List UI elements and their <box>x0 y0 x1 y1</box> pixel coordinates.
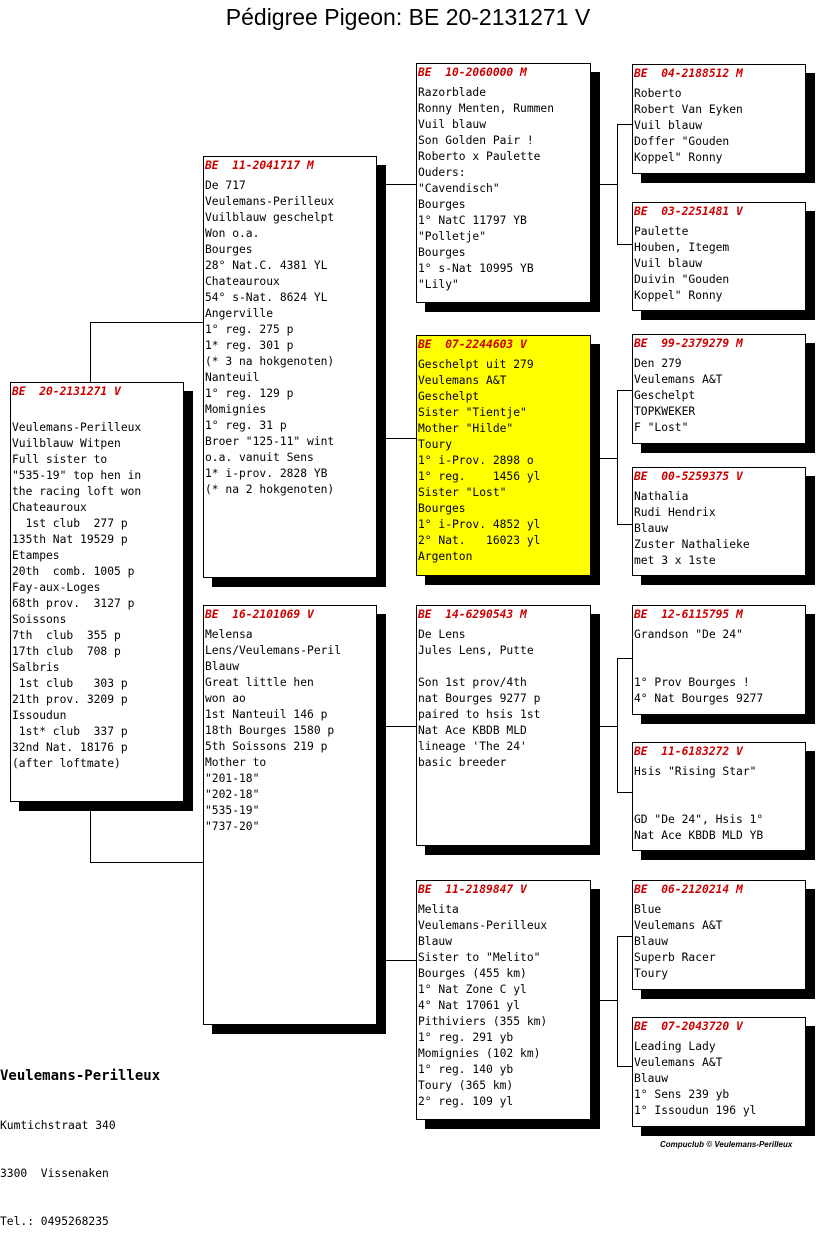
card-line: paired to hsis 1st <box>418 708 541 721</box>
ring-number: BE 11-2189847 V <box>418 883 527 896</box>
card-line: "535-19" top hen in <box>12 469 142 482</box>
owner-name: Veulemans-Perilleux <box>0 1068 161 1084</box>
ring-number: BE 20-2131271 V <box>12 385 121 398</box>
connector <box>617 244 633 245</box>
great-grandparent-card-3 <box>632 334 806 444</box>
card-line: Pithiviers (355 km) <box>418 1015 548 1028</box>
ring-number: BE 11-2041717 M <box>205 159 314 172</box>
card-line: 20th comb. 1005 p <box>12 565 135 578</box>
ring-number: BE 14-6290543 M <box>418 608 527 621</box>
card-line: Bourges <box>418 246 466 259</box>
connector <box>598 726 617 727</box>
card-line: 1° Sens 239 yb <box>634 1088 730 1101</box>
ring-number: BE 10-2060000 M <box>418 66 527 79</box>
card-line: (* 3 na hokgenoten) <box>205 355 335 368</box>
card-line: Fay-aux-Loges <box>12 581 101 594</box>
connector <box>384 184 417 185</box>
card-line: 1* reg. 301 p <box>205 339 294 352</box>
card-line: 1st club 277 p <box>12 517 128 530</box>
card-line: Blauw <box>634 522 669 535</box>
card-line: (after loftmate) <box>12 757 121 770</box>
ring-number: BE 07-2244603 V <box>418 338 527 351</box>
card-line: Robert Van Eyken <box>634 103 743 116</box>
card-line: 2° reg. 109 yl <box>418 1095 514 1108</box>
card-line: Geschelpt uit 279 <box>418 358 534 371</box>
connector <box>617 1066 633 1067</box>
card-line: Blauw <box>634 935 669 948</box>
card-line: Soissons <box>12 613 67 626</box>
ring-number: BE 12-6115795 M <box>634 608 743 621</box>
grandfather-paternal-card <box>416 63 591 303</box>
card-line: 4° Nat 17061 yl <box>418 999 521 1012</box>
card-line: Zuster Nathalieke <box>634 538 750 551</box>
card-line: Nat Ace KBDB MLD <box>418 724 527 737</box>
connector <box>617 390 633 391</box>
card-line: 1° reg. 129 p <box>205 387 294 400</box>
card-line: Blue <box>634 903 662 916</box>
great-grandparent-card-8 <box>632 1017 806 1127</box>
card-line <box>634 780 804 796</box>
great-grandparent-card-7 <box>632 880 806 990</box>
owner-phone: Tel.: 0495268235 <box>0 1215 109 1228</box>
grandmother-paternal-card <box>416 335 591 576</box>
ring-number: BE 03-2251481 V <box>634 205 743 218</box>
card-line: 1st club 303 p <box>12 677 128 690</box>
card-line: Bourges <box>205 243 253 256</box>
card-line: Veulemans A&T <box>634 373 723 386</box>
card-line: Roberto x Paulette <box>418 150 541 163</box>
card-line: Melensa <box>205 628 253 641</box>
card-line: Chateauroux <box>205 275 280 288</box>
card-line: Veulemans-Perilleux <box>418 919 548 932</box>
great-grandparent-card-6 <box>632 742 806 851</box>
connector <box>598 458 617 459</box>
card-line: 5th Soissons 219 p <box>205 740 328 753</box>
card-line: Razorblade <box>418 86 487 99</box>
great-grandparent-card-2 <box>632 202 806 311</box>
card-line: 28° Nat.C. 4381 YL <box>205 259 328 272</box>
card-line: 1° Issoudun 196 yl <box>634 1104 757 1117</box>
card-line: Veulemans-Perilleux <box>12 421 142 434</box>
card-line: Bourges <box>418 198 466 211</box>
connector <box>384 438 417 439</box>
card-line: 21th prov. 3209 p <box>12 693 128 706</box>
card-line: Mother to <box>205 756 267 769</box>
card-line: Geschelpt <box>634 389 696 402</box>
card-line: met 3 x 1ste <box>634 554 716 567</box>
card-line: Roberto <box>634 87 682 100</box>
card-line: 2° Nat. 16023 yl <box>418 534 541 547</box>
card-line: Veulemans A&T <box>418 374 507 387</box>
card-line: Ronny Menten, Rummen <box>418 102 555 115</box>
card-line: "202-18" <box>205 788 260 801</box>
card-line: 1° NatC 11797 YB <box>418 214 527 227</box>
ring-number: BE 00-5259375 V <box>634 470 743 483</box>
card-line: 135th Nat 19529 p <box>12 533 128 546</box>
card-line: Duivin "Gouden <box>634 273 730 286</box>
card-line: "Polletje" <box>418 230 487 243</box>
card-line: won ao <box>205 692 246 705</box>
card-line: Melita <box>418 903 459 916</box>
card-line: 1° reg. 291 yb <box>418 1031 514 1044</box>
card-line: Toury (365 km) <box>418 1079 514 1092</box>
card-line: Vuilblauw Witpen <box>12 437 121 450</box>
card-line: 17th club 708 p <box>12 645 121 658</box>
card-line: Salbris <box>12 661 60 674</box>
card-line: Toury <box>634 967 669 980</box>
card-line: "201-18" <box>205 772 260 785</box>
card-line <box>634 659 804 675</box>
card-line: (* na 2 hokgenoten) <box>205 483 335 496</box>
card-line: Jules Lens, Putte <box>418 644 534 657</box>
card-line: Veulemans A&T <box>634 919 723 932</box>
card-line: Ouders: <box>418 166 466 179</box>
card-line: Son 1st prov/4th <box>418 676 527 689</box>
connector <box>598 1000 617 1001</box>
card-line: Den 279 <box>634 357 682 370</box>
card-line: Blauw <box>205 660 240 673</box>
page-title: Pédigree Pigeon: BE 20-2131271 V <box>225 4 591 30</box>
card-line: 1st Nanteuil 146 p <box>205 708 328 721</box>
card-line: Momignies (102 km) <box>418 1047 541 1060</box>
card-line: 1° Nat Zone C yl <box>418 983 527 996</box>
card-line: Bourges <box>418 502 466 515</box>
subject-card <box>10 382 184 802</box>
grandmother-maternal-card <box>416 880 591 1120</box>
card-line: 1° reg. 1456 yl <box>418 470 541 483</box>
card-line: basic breeder <box>418 756 507 769</box>
card-line: 54° s-Nat. 8624 YL <box>205 291 328 304</box>
card-line: De 717 <box>205 179 246 192</box>
card-line: TOPKWEKER <box>634 405 696 418</box>
card-line <box>634 643 804 659</box>
card-line: o.a. vanuit Sens <box>205 451 314 464</box>
connector <box>617 658 618 792</box>
ring-number: BE 99-2379279 M <box>634 337 743 350</box>
card-line: Son Golden Pair ! <box>418 134 534 147</box>
card-line: Hsis "Rising Star" <box>634 765 757 778</box>
ring-number: BE 07-2043720 V <box>634 1020 743 1033</box>
card-line: 1° reg. 31 p <box>205 419 287 432</box>
card-line: Houben, Itegem <box>634 241 730 254</box>
card-line: Momignies <box>205 403 267 416</box>
connector <box>384 184 385 438</box>
card-line: Vuil blauw <box>634 257 703 270</box>
card-line: nat Bourges 9277 p <box>418 692 541 705</box>
connector <box>90 862 204 863</box>
card-line: 1st* club 337 p <box>12 725 128 738</box>
card-line: 1° i-Prov. 2898 o <box>418 454 534 467</box>
card-line: Angerville <box>205 307 274 320</box>
card-line: Great little hen <box>205 676 314 689</box>
footer-credit: Compuclub © Veulemans-Perilleux <box>660 1140 793 1149</box>
card-line: Broer "125-11" wint <box>205 435 335 448</box>
card-line: F "Lost" <box>634 421 689 434</box>
connector <box>617 124 618 244</box>
card-line: Grandson "De 24" <box>634 628 743 641</box>
ring-number: BE 11-6183272 V <box>634 745 743 758</box>
card-line: Vuilblauw geschelpt <box>205 211 335 224</box>
card-line: 1° i-Prov. 4852 yl <box>418 518 541 531</box>
card-line: Doffer "Gouden <box>634 135 730 148</box>
ring-number: BE 16-2101069 V <box>205 608 314 621</box>
card-line: GD "De 24", Hsis 1° <box>634 813 764 826</box>
father-card <box>203 156 377 578</box>
connector <box>598 184 617 185</box>
card-line: 1° reg. 275 p <box>205 323 294 336</box>
connector <box>384 726 385 960</box>
card-line: Koppel" Ronny <box>634 151 723 164</box>
connector <box>90 800 91 863</box>
connector <box>617 658 633 659</box>
card-line: Nanteuil <box>205 371 260 384</box>
card-line: Mother "Hilde" <box>418 422 514 435</box>
card-line: Full sister to <box>12 453 108 466</box>
card-line: 4° Nat Bourges 9277 <box>634 692 764 705</box>
grandfather-maternal-card <box>416 605 591 846</box>
owner-city: 3300 Vissenaken <box>0 1167 109 1180</box>
card-line: 1° reg. 140 yb <box>418 1063 514 1076</box>
connector <box>617 936 618 1066</box>
card-line: Blauw <box>634 1072 669 1085</box>
connector <box>617 390 618 524</box>
ring-number: BE 04-2188512 M <box>634 67 743 80</box>
card-line: Veulemans A&T <box>634 1056 723 1069</box>
card-line: Won o.a. <box>205 227 260 240</box>
card-line: "737-20" <box>205 820 260 833</box>
card-line: Sister "Lost" <box>418 486 507 499</box>
connector <box>617 524 633 525</box>
card-line: De Lens <box>418 628 466 641</box>
owner-block <box>0 1034 160 1246</box>
card-line: Argenton <box>418 550 473 563</box>
card-line: Rudi Hendrix <box>634 506 716 519</box>
card-line: lineage 'The 24' <box>418 740 527 753</box>
card-line: Paulette <box>634 225 689 238</box>
connector <box>384 960 417 961</box>
card-line: Etampes <box>12 549 60 562</box>
card-line: Geschelpt <box>418 390 480 403</box>
great-grandparent-card-1 <box>632 64 806 174</box>
card-line <box>12 404 182 420</box>
card-line: Veulemans-Perilleux <box>205 195 335 208</box>
card-line: Nat Ace KBDB MLD YB <box>634 829 764 842</box>
card-line: 1* i-prov. 2828 YB <box>205 467 328 480</box>
connector <box>617 936 633 937</box>
card-line: 32nd Nat. 18176 p <box>12 741 128 754</box>
connector <box>90 322 204 323</box>
owner-address: Kumtichstraat 340 <box>0 1119 116 1132</box>
connector <box>617 124 633 125</box>
card-line: the racing loft won <box>12 485 142 498</box>
mother-card <box>203 605 377 1025</box>
card-line: 1° s-Nat 10995 YB <box>418 262 534 275</box>
great-grandparent-card-4 <box>632 467 806 576</box>
connector <box>384 726 417 727</box>
card-line: "535-19" <box>205 804 260 817</box>
card-line: "Lily" <box>418 278 459 291</box>
card-line: 1° Prov Bourges ! <box>634 676 750 689</box>
card-line: Koppel" Ronny <box>634 289 723 302</box>
card-line: 18th Bourges 1580 p <box>205 724 335 737</box>
card-line: Sister "Tientje" <box>418 406 527 419</box>
ring-number: BE 06-2120214 M <box>634 883 743 896</box>
card-line: Vuil blauw <box>634 119 703 132</box>
card-line: 7th club 355 p <box>12 629 121 642</box>
card-line: Leading Lady <box>634 1040 716 1053</box>
card-line: Superb Racer <box>634 951 716 964</box>
card-line: Blauw <box>418 935 453 948</box>
connector <box>90 322 91 384</box>
card-line: Sister to "Melito" <box>418 951 541 964</box>
card-line <box>634 796 804 812</box>
card-line: "Cavendisch" <box>418 182 500 195</box>
card-line: 68th prov. 3127 p <box>12 597 135 610</box>
card-line <box>418 659 589 675</box>
great-grandparent-card-5 <box>632 605 806 715</box>
card-line: Bourges (455 km) <box>418 967 527 980</box>
card-line: Issoudun <box>12 709 67 722</box>
card-line: Lens/Veulemans-Peril <box>205 644 342 657</box>
card-line: Nathalia <box>634 490 689 503</box>
card-line: Toury <box>418 438 453 451</box>
card-line: Chateauroux <box>12 501 87 514</box>
card-line: Vuil blauw <box>418 118 487 131</box>
connector <box>617 792 633 793</box>
